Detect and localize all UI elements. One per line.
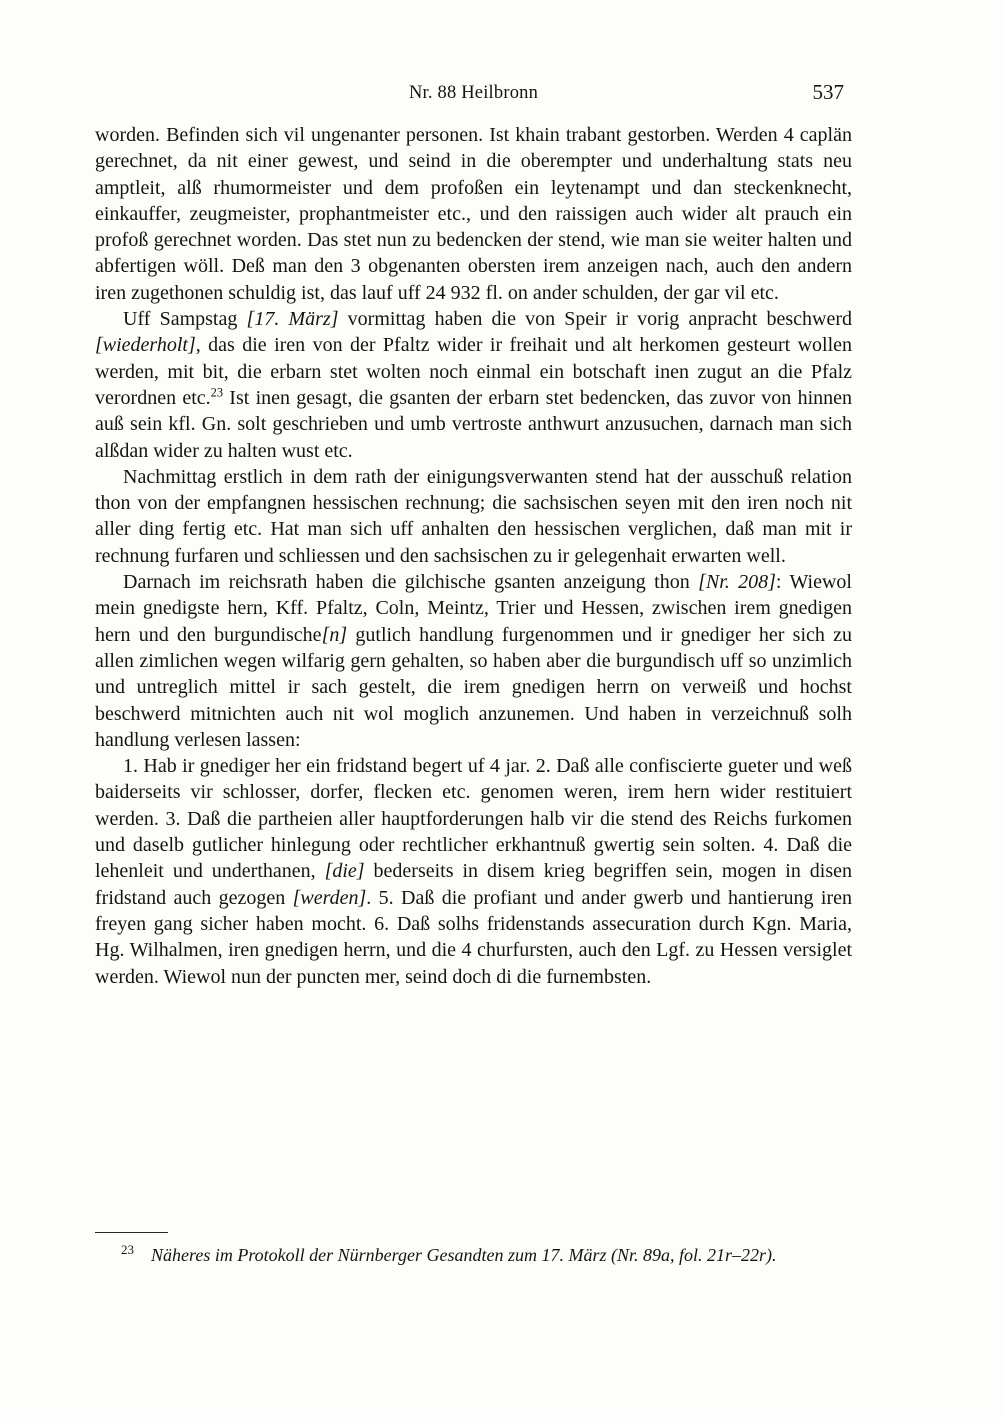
paragraph-1 xyxy=(95,122,852,306)
text-run: : Wiewol mein gnedigste hern, Kff. Pfaltz, Coln, Meintz, Trier und Hessen, zwischen irem gnedigen hern und den burgundische xyxy=(95,571,852,646)
footnote-23 xyxy=(95,1243,852,1268)
running-header xyxy=(95,80,852,108)
editorial-insertion: [17. März] xyxy=(246,308,339,331)
text-run: Nachmittag erstlich in dem rath der einigungsverwanten stend hat der ausschuß relation thon von der empfangnen hessischen rechnung; die sachsischen seyen mit den iren noch nit aller ding fertig etc. Hat man sich uff anhalten den hessischen verglichen, daß man mit ir rechnung furfaren und schliessen und den sachsischen zu ir gelegenhait erwarten well. xyxy=(95,465,852,567)
editorial-insertion: [die] xyxy=(324,860,365,883)
footnote-section xyxy=(95,1232,852,1418)
text-run: bederseits in disem krieg begriffen sein, mogen in disen fridstand auch gezogen xyxy=(95,860,852,909)
paragraph-3 xyxy=(95,464,852,569)
body-text xyxy=(95,122,852,990)
editorial-insertion: [Nr. 208] xyxy=(698,571,776,594)
editorial-insertion: [n] xyxy=(321,623,348,646)
text-run: , das die iren von der Pfaltz wider ir freihait und alt herkomen gesteurt wollen werden, mit bit, die erbarn stet wolten noch einmal ein botschaft inen zugut an die Pfalz verordnen etc. xyxy=(95,334,852,409)
text-run: . 5. Daß die profiant und ander gwerb und hantierung iren freyen gang sicher haben mocht. 6. Daß solhs fridenstands assecuration durch Kgn. Maria, Hg. Wilhalmen, iren gnedigen herrn, und die 4 churfursten, auch den Lgf. zu Hessen versiglet werden. Wiewol nun der puncten mer, seind doch di die furnembsten. xyxy=(95,886,852,988)
paragraph-2 xyxy=(95,306,852,464)
footnote-marker: 23 xyxy=(121,1242,134,1257)
footnote-ref-23: 23 xyxy=(210,385,224,400)
footnote-rule xyxy=(95,1232,168,1233)
text-run: gutlich handlung furgenommen und ir gnediger her sich zu allen zimlichen wegen wilfarig gern gehalten, so haben aber die burgundisch uff so unzimlich und untreglich mittel ir sach gestelt, die irem gnedigen herrn on verweiß und hochst beschwerd mitnichten auch nit wol moglich anzunemen. Und haben in verzeichnuß solh handlung verlesen lassen: xyxy=(95,623,853,751)
text-run: worden. Befinden sich vil ungenanter personen. Ist khain trabant gestorben. Werden 4 caplän gerechnet, da nit einer gewest, und seind in die oberempter und underhaltung stats neu amptleit, alß rhumormeister und dem profoßen ein leytenampt und dan steckenknecht, einkauffer, zeugmeister, prophantmeister etc., und den raissigen auch wider alt prauch ein profoß gerechnet worden. Das stet nun zu bedencken der stend, wie man sie weiter halten und abfertigen wöll. Deß man den 3 obgenanten obersten irem anzeigen nach, auch den andern iren zugethonen schuldig ist, das lauf uff 24 932 fl. on ander schulden, der gar vil etc. xyxy=(95,124,852,304)
text-run: Ist inen gesagt, die gsanten der erbarn stet bedencken, das zuvor von hinnen auß sein kfl. Gn. solt geschrieben und umb vertroste anthwurt anzusuchen, darnach man sich alßdan wider zu halten wust etc. xyxy=(95,386,853,462)
footnote-text: Näheres im Protokoll der Nürnberger Gesandten zum 17. März (Nr. 89a, fol. 21r–22r). xyxy=(151,1245,777,1265)
running-title: Nr. 88 Heilbronn xyxy=(408,83,539,103)
text-run: vormittag haben die von Speir ir vorig anpracht beschwerd xyxy=(338,308,853,331)
editorial-insertion: [werden] xyxy=(292,886,367,909)
editorial-insertion: [wiederholt] xyxy=(95,334,196,357)
text-run: Darnach im reichsrath haben die gilchische gsanten anzeigung thon xyxy=(123,571,699,594)
paragraph-5 xyxy=(95,753,852,990)
text-run: 1. Hab ir gnediger her ein fridstand begert uf 4 jar. 2. Daß alle confiscierte gueter und weß baiderseits vir schlosser, dorfer, flecken etc. genomen weren, irem hern wider restituiert werden. 3. Daß die partheien aller hauptforderungen halb vir die stend des Reichs furkomen und daselb gutlicher hinlegung oder rechtlicher erkhantnuß gwertig sein solten. 4. Daß die lehenleit und underthanen, xyxy=(95,755,852,883)
text-run: Uff Sampstag xyxy=(123,308,247,331)
paragraph-4 xyxy=(95,569,852,753)
page-number: 537 xyxy=(812,80,844,104)
